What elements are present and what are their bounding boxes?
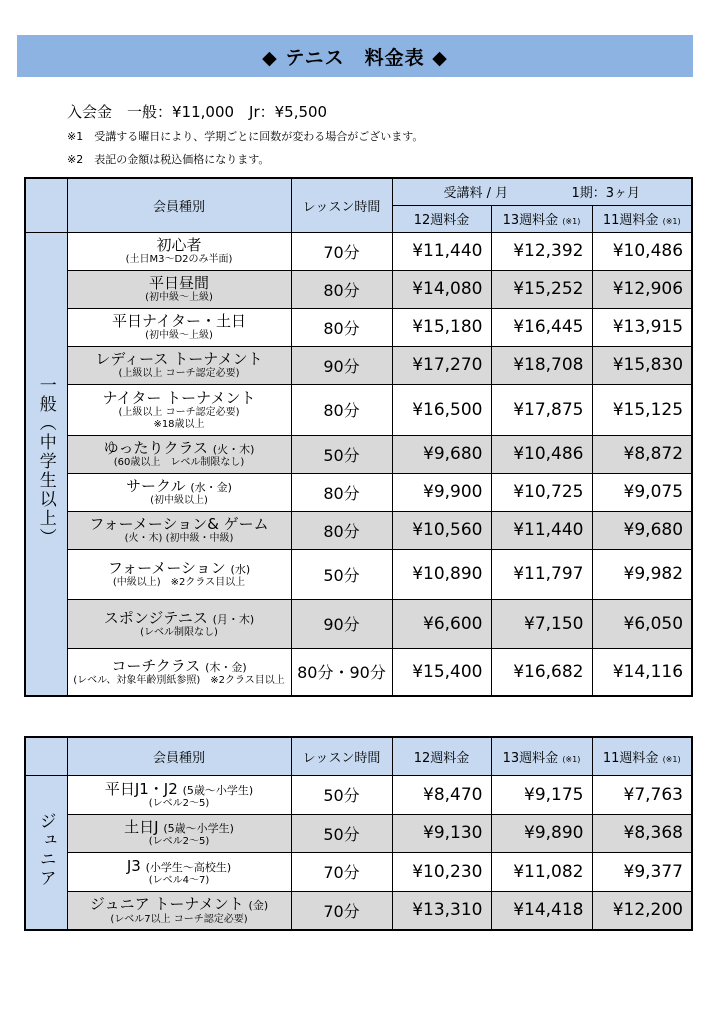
price-11week: ¥6,050: [592, 599, 692, 648]
price-13week: ¥18,708: [491, 346, 592, 384]
course-level: (初中級〜上級): [145, 330, 213, 342]
course-name: 平日ナイター・土日: [112, 312, 246, 331]
course-days: (火・木): [212, 443, 255, 457]
course-days: (月・木): [212, 612, 255, 626]
header-lesson-time: レッスン時間: [291, 737, 392, 775]
price-12week: ¥9,900: [392, 473, 491, 511]
price-12week: ¥8,470: [392, 775, 491, 814]
table-row: [25, 852, 692, 891]
course-name: J3: [126, 856, 141, 875]
price-12week: ¥6,600: [392, 599, 491, 648]
table-row: [25, 814, 692, 852]
enrollment-fee: 入会金 一般：¥11,000 Jr：¥5,500: [67, 103, 328, 121]
header-member-type: 会員種別: [67, 737, 291, 775]
course-cell: [67, 648, 291, 696]
corner-cell: [25, 178, 67, 232]
lesson-time: 70分: [291, 852, 392, 891]
side-label-text: ジュニア: [35, 812, 56, 889]
header-12week: 12週料金: [392, 737, 491, 775]
course-cell: [67, 599, 291, 648]
price-13week: ¥17,875: [491, 384, 592, 435]
price-11week: ¥9,377: [592, 852, 692, 891]
header-11week: 11週料金 (※1): [592, 737, 692, 775]
header-term: 1期：3ヶ月: [571, 186, 640, 202]
course-cell: [67, 891, 291, 930]
price-11week: ¥14,116: [592, 648, 692, 696]
table-row: [25, 270, 692, 308]
lesson-time: 50分: [291, 814, 392, 852]
course-cell: [67, 384, 291, 435]
course-name: スポンジテニス: [103, 608, 208, 627]
course-cell: [67, 232, 291, 270]
price-12week: ¥13,310: [392, 891, 491, 930]
price-13week: ¥14,418: [491, 891, 592, 930]
header-fee-group: [392, 178, 692, 205]
course-level: (初中級〜上級): [145, 292, 213, 304]
side-label-text: 一般（中学生以上）: [35, 376, 56, 548]
table-row: [25, 308, 692, 346]
table-row: [25, 775, 692, 814]
price-11week: ¥15,830: [592, 346, 692, 384]
price-13week: ¥15,252: [491, 270, 592, 308]
price-13week: ¥12,392: [491, 232, 592, 270]
course-level: (土日M3〜D2のみ半面): [125, 254, 233, 266]
header-13week: 13週料金 (※1): [491, 737, 592, 775]
course-cell: [67, 549, 291, 599]
note-1: ※1 受講する曜日により、学期ごとに回数が変わる場合がございます。: [67, 130, 424, 143]
corner-cell: [25, 737, 67, 775]
lesson-time: 90分: [291, 346, 392, 384]
course-name: 平日昼間: [148, 274, 209, 293]
price-11week: ¥10,486: [592, 232, 692, 270]
price-12week: ¥10,560: [392, 511, 491, 549]
course-level: (レベル制限なし): [140, 626, 218, 638]
course-name: フォーメーション& ゲーム: [89, 515, 269, 534]
table-row: [25, 384, 692, 435]
lesson-time: 80分: [291, 384, 392, 435]
price-13week: ¥11,440: [491, 511, 592, 549]
lesson-time: 50分: [291, 435, 392, 473]
lesson-time: 70分: [291, 891, 392, 930]
course-name: コーチクラス: [111, 656, 201, 675]
price-11week: ¥13,915: [592, 308, 692, 346]
course-level: (60歳以上 レベル制限なし): [113, 457, 245, 469]
course-level: (レベル7以上 コーチ認定必要): [110, 913, 248, 925]
course-name: フォーメーション: [107, 559, 226, 578]
price-11week: ¥12,906: [592, 270, 692, 308]
course-days: (水・金): [190, 481, 232, 495]
side-label: [25, 775, 67, 930]
course-name: 土日J: [124, 818, 159, 837]
table-row: [25, 473, 692, 511]
course-cell: [67, 346, 291, 384]
lesson-time: 50分: [291, 549, 392, 599]
lesson-time: 70分: [291, 232, 392, 270]
lesson-time: 80分: [291, 270, 392, 308]
price-11week: ¥8,368: [592, 814, 692, 852]
lesson-time: 50分: [291, 775, 392, 814]
price-12week: ¥10,890: [392, 549, 491, 599]
table-row: [25, 891, 692, 930]
course-name: ゆったりクラス: [103, 439, 209, 458]
price-11week: ¥15,125: [592, 384, 692, 435]
price-11week: ¥9,982: [592, 549, 692, 599]
course-level: (上級以上 コーチ認定必要): [118, 368, 240, 380]
price-13week: ¥9,175: [491, 775, 592, 814]
course-days: (小学生〜高校生): [145, 860, 232, 874]
lesson-time: 80分: [291, 308, 392, 346]
table-row: [25, 435, 692, 473]
price-13week: ¥9,890: [491, 814, 592, 852]
course-name: 平日J1・J2: [104, 779, 178, 798]
price-13week: ¥7,150: [491, 599, 592, 648]
course-days: (5歳〜小学生): [163, 822, 234, 836]
course-days: (5歳〜小学生): [182, 783, 254, 797]
note-2: ※2 表記の金額は税込価格になります。: [67, 153, 270, 166]
table-row: [25, 346, 692, 384]
price-11week: ¥9,680: [592, 511, 692, 549]
course-cell: [67, 435, 291, 473]
course-days: (水): [230, 563, 251, 577]
course-cell: [67, 775, 291, 814]
header-13week: 13週料金 (※1): [491, 205, 592, 232]
course-note: ※18歳以上: [153, 418, 205, 430]
course-days: (木・金): [205, 660, 247, 674]
price-12week: ¥9,680: [392, 435, 491, 473]
price-12week: ¥10,230: [392, 852, 491, 891]
price-12week: ¥15,180: [392, 308, 491, 346]
course-cell: [67, 814, 291, 852]
price-13week: ¥11,797: [491, 549, 592, 599]
course-level: (レベル4〜7): [148, 874, 210, 886]
course-level: (レベル、対象年齢別紙参照) ※2クラス目以上: [73, 675, 285, 687]
price-13week: ¥16,445: [491, 308, 592, 346]
junior-price-table: [24, 736, 693, 931]
table-row: [25, 549, 692, 599]
price-13week: ¥11,082: [491, 852, 592, 891]
lesson-time: 80分: [291, 473, 392, 511]
header-lesson-time: レッスン時間: [291, 178, 392, 232]
course-cell: [67, 473, 291, 511]
header-fee-group-label: 受講料 / 月: [443, 186, 509, 202]
page-title: ◆ テニス 料金表 ◆: [17, 35, 693, 77]
course-name: 初心者: [156, 236, 202, 255]
price-11week: ¥12,200: [592, 891, 692, 930]
price-11week: ¥8,872: [592, 435, 692, 473]
lesson-time: 90分: [291, 599, 392, 648]
course-name: レディース トーナメント: [95, 350, 263, 369]
course-level: (上級以上 コーチ認定必要): [118, 407, 240, 419]
course-level: (火・木) (初中級・中級): [124, 533, 234, 545]
price-13week: ¥10,725: [491, 473, 592, 511]
header-12week: 12週料金: [392, 205, 491, 232]
price-12week: ¥14,080: [392, 270, 491, 308]
price-12week: ¥16,500: [392, 384, 491, 435]
side-label: [25, 232, 67, 696]
header-11week: 11週料金 (※1): [592, 205, 692, 232]
table-row: [25, 511, 692, 549]
course-days: (金): [248, 899, 269, 913]
course-cell: [67, 270, 291, 308]
header-member-type: 会員種別: [67, 178, 291, 232]
course-level: (初中級以上): [150, 495, 208, 507]
course-name: サークル: [126, 477, 186, 496]
price-12week: ¥15,400: [392, 648, 491, 696]
course-level: (中級以上) ※2クラス目以上: [112, 577, 246, 589]
course-cell: [67, 511, 291, 549]
course-cell: [67, 852, 291, 891]
course-level: (レベル2〜5): [148, 797, 210, 809]
course-cell: [67, 308, 291, 346]
price-11week: ¥7,763: [592, 775, 692, 814]
lesson-time: 80分: [291, 511, 392, 549]
price-13week: ¥10,486: [491, 435, 592, 473]
price-12week: ¥17,270: [392, 346, 491, 384]
price-12week: ¥9,130: [392, 814, 491, 852]
course-name: ナイター トーナメント: [102, 388, 256, 407]
course-name: ジュニア トーナメント: [89, 895, 244, 914]
table-row: [25, 232, 692, 270]
price-12week: ¥11,440: [392, 232, 491, 270]
lesson-time: 80分・90分: [291, 648, 392, 696]
price-11week: ¥9,075: [592, 473, 692, 511]
table-row: [25, 599, 692, 648]
table-row: [25, 648, 692, 696]
course-level: (レベル2〜5): [148, 836, 210, 848]
adult-price-table: [24, 177, 693, 697]
price-13week: ¥16,682: [491, 648, 592, 696]
